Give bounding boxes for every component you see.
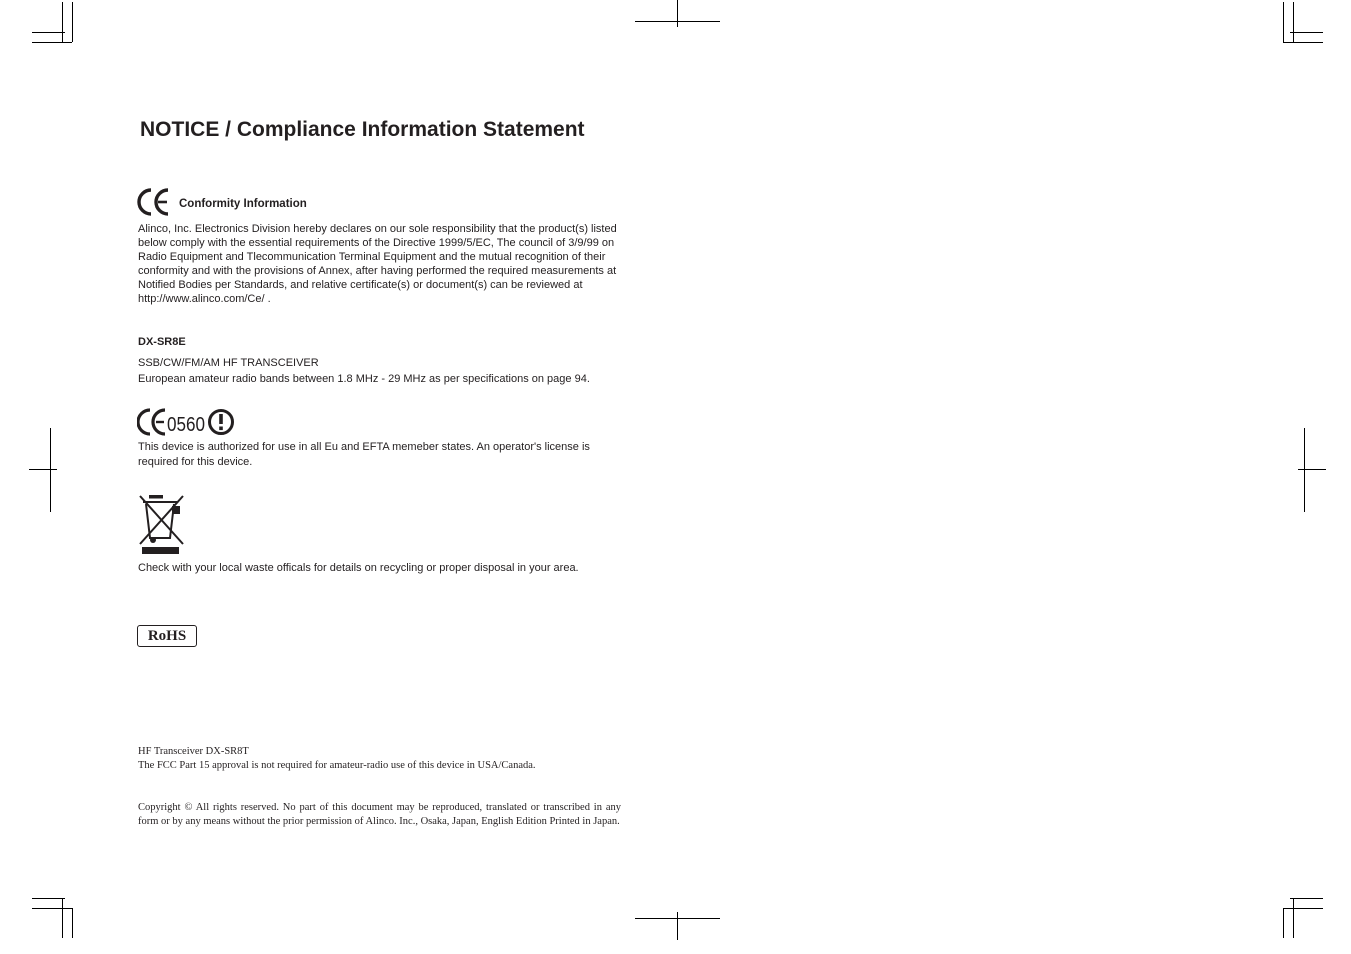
copyright-text: Copyright © All rights reserved. No part of this document may be reproduced, translated or transcribed in any form or by any means without the prior permission of Alinco. Inc., Osaka, Japan, English Edition Printed in Japan. (138, 802, 621, 827)
product-type: SSB/CW/FM/AM HF TRANSCEIVER (138, 357, 319, 369)
conformity-body: Alinco, Inc. Electronics Division hereby declares on our sole responsibility that the product(s) listed below comply with the essential requirements of the Directive 1999/5/EC, The council of 3/9/99 on Radio Equipment and Tlecommunication Terminal Equipment and the mutual recognition of their conformity and with the provisions of Annex, after having performed the required measurements at Notified Bodies per Standards, and relative certificate(s) or document(s) can be reviewed at http://www.alinco.com/Ce/ . (138, 223, 617, 305)
model-number: DX-SR8E (138, 336, 186, 348)
ce-notified-body-number: 0560 (167, 414, 205, 436)
fcc-note: The FCC Part 15 approval is not required for amateur-radio use of this device in USA/Canada. (138, 760, 536, 771)
ce-icon (137, 187, 173, 217)
authorization-text: This device is authorized for use in all Eu and EFTA memeber states. An operator's license is required for this device. (138, 441, 590, 468)
fcc-model-line: HF Transceiver DX-SR8T (138, 746, 249, 757)
ce-0560-alert-icon (137, 407, 237, 437)
frequency-bands: European amateur radio bands between 1.8 MHz - 29 MHz as per specifications on page 94. (138, 373, 590, 385)
conformity-heading: Conformity Information (179, 198, 307, 210)
crossed-out-wheelie-bin-icon (137, 494, 185, 556)
page-title: NOTICE / Compliance Information Statement (140, 118, 585, 141)
rohs-badge: RoHS (137, 625, 197, 647)
disposal-text: Check with your local waste officals for details on recycling or proper disposal in your area. (138, 562, 579, 574)
